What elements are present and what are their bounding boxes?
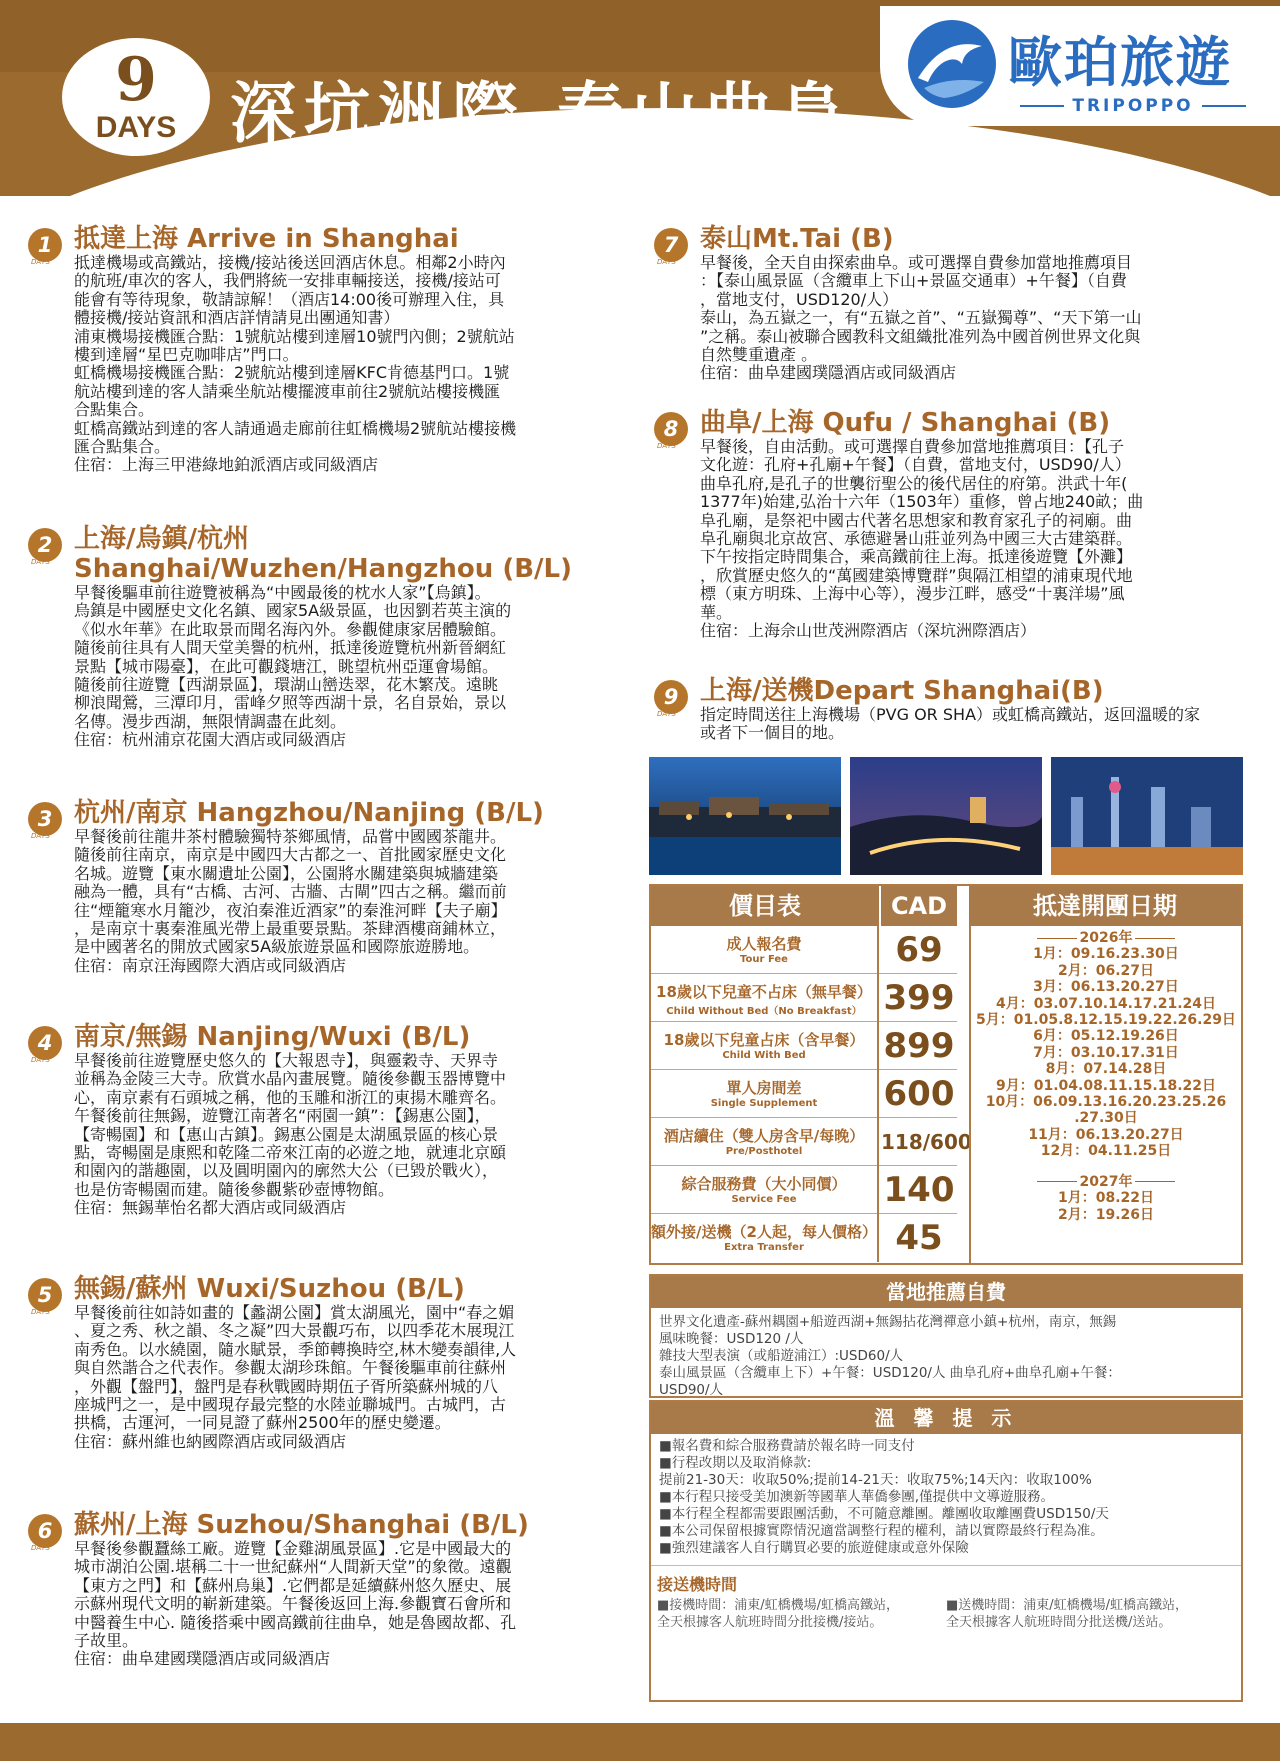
logo-en-text: TRIPOPPO [1008,96,1258,116]
currency-header: CAD [881,886,957,926]
date-line: 4月：03.07.10.14.17.21.24日 [995,995,1217,1012]
price-row [651,1022,957,1070]
day-8-icon: 8 DAYS [654,412,688,446]
day-1-body: 抵達機場或高鐵站，接機/接站後送回酒店休息。相鄰2小時內 的航班/車次的客人，我們將統一安排車輛接送，接機/接站可 能會有等待現象，敬請諒解！（酒店14:00後可辦理入住，具 體接機/接站資訊和酒店詳情請見出團通知書） 浦東機場接機匯合點：1號航站樓到達層10號門內側；2號航站 樓到達層“星巴克咖啡店”門口。 虹橋機場接機匯合點：2號航站樓到達層KFC肯德基門口。1號 航站樓到達的客人請乘坐航站樓擺渡車前往2號航站樓接機匯 合點集合。 虹橋高鐵站到達的客人請通過走廊前往虹橋機場2號航站樓接機 匯合點集合。 住宿：上海三甲港綠地鉑派酒店或同級酒店 [74,253,517,475]
day-7-body: 早餐後，全天自由探索曲阜。或可選擇自費參加當地推薦項目 ：【泰山風景區（含纜車上下山+景區交通車）+午餐】（自費 ，當地支付，USD120/人） 泰山，為五嶽之一，有“五嶽之首”、“五嶽獨尊”、“天下第一山 ”之稱。泰山被聯合國教科文組織批准列為中國首例世界文化與 自然雙重遺產 。 住宿：曲阜建國璞隱酒店或同級酒店 [700,253,1142,383]
price-label: 成人報名費 [726,935,802,953]
day-1-icon: 1 DAYS [28,228,62,262]
footer-bar [0,1723,1280,1761]
transfer-times [651,1595,1241,1637]
price-value: 140 [883,1170,955,1210]
day-6-icon: 6 DAYS [28,1514,62,1548]
day-8-title: 曲阜/上海 Qufu / Shanghai (B) [700,408,1111,438]
price-table-header: 價目表 [651,886,879,926]
day-3-icon: 3 DAYS [28,802,62,836]
price-label-en: Tour Fee [740,954,788,965]
day-6-body: 早餐後參觀蠶絲工廠。遊覽【金雞湖風景區】.它是中國最大的 城市湖泊公園.堪稱二十一世紀蘇州“人間新天堂”的象徵。遠觀 【東方之門】和【蘇州烏巢】.它們都是延續蘇州悠久歷史、展 示蘇州現代文明的嶄新建築。午餐後返回上海.參觀寶石會所和 中醫養生中心. 隨後搭乘中國高鐵前往曲阜，她是魯國故都、孔 子故里。 住宿：曲阜建國璞隱酒店或同級酒店 [74,1539,517,1669]
photo-strip [649,757,1243,875]
day-3-title: 杭州/南京 Hangzhou/Nanjing (B/L) [74,798,544,828]
date-line: 5月：01.05.8.12.15.19.22.26.29日 [976,1012,1236,1029]
notes-box [649,1400,1243,1702]
day-2-title-en: Shanghai/Wuzhen/Hangzhou (B/L) [74,554,572,584]
price-table [649,884,1243,1265]
page-title: 深坑洲際 泰山曲阜 [230,74,853,152]
date-line: 10月：06.09.13.16.20.23.25.26 [985,1094,1227,1111]
price-label: 單人房間差 [726,1079,802,1097]
day-4-title: 南京/無錫 Nanjing/Wuxi (B/L) [74,1022,471,1052]
date-line: 7月：03.10.17.31日 [1033,1044,1179,1061]
price-label: 額外接/送機（2人起，每人價格） [651,1223,877,1241]
date-line: .27.30日 [1074,1110,1138,1127]
pickup-times: ■接機時間：浦東/虹橋機場/虹橋高鐵站， 全天根據客人航班時間分批接機/接站。 [657,1598,900,1630]
price-value: 69 [895,930,943,970]
day-9-title: 上海/送機Depart Shanghai(B) [700,676,1104,706]
price-label-en: Service Fee [731,1194,797,1205]
day-4-icon: 4 DAYS [28,1026,62,1060]
day-9-body: 指定時間送往上海機場（PVG OR SHA）或虹橋高鐵站，返回溫暖的家 或者下一個目的地。 [700,705,1201,743]
day-2-icon: 2 DAYS [28,528,62,562]
photo-bund-skyline [1051,757,1243,875]
days-number: 9 [115,45,157,115]
day-5-body: 早餐後前往如詩如畫的【蠡湖公園】賞太湖風光，園中“春之媚 、夏之秀、秋之韻、冬之凝”四大景觀巧布，以四季花木展現江 南秀色。以水繞園，隨水賦景，季節轉換時空,林木變奏韻律,人 與自然諧合之代表作。參觀太湖珍珠館。午餐後驅車前往蘇州 ，外觀【盤門】，盤門是春秋戰國時期伍子胥所築蘇州城的八 座城門之一，是中國現存最完整的水陸並聯城門。古城門，古 拱橋，古運河，一同見證了蘇州2500年的歷史變遷。 住宿：蘇州維也納國際酒店或同級酒店 [74,1303,517,1451]
notes-body: ■報名費和綜合服務費請於報名時一同支付 ■行程改期以及取消條款: 提前21-30天：收取50%;提前14-21天：收取75%;14天內：收取100% ■本行程只接受美加澳新等國華人華僑參團,僅提供中文導遊服務。 ■本行程全程都需要跟團活動，不可隨意離團。離團收取離團費USD150/天 ■本公司保留根據實際情況適當調整行程的權利，請以實際最終行程為准。 ■強烈建議客人自行購買必要的旅遊健康或意外保險 [659,1438,1109,1556]
date-line: 2月：19.26日 [1057,1206,1155,1223]
optional-tours-title: 當地推薦自費 [651,1276,1241,1308]
notes-title: 溫 馨 提 示 [651,1402,1241,1434]
logo-cn-text: 歐珀旅遊 [1008,31,1232,94]
price-label-en: Single Supplement [710,1098,818,1109]
price-label: 酒店續住（雙人房含早/每晚） [663,1127,865,1145]
day-5-title: 無錫/蘇州 Wuxi/Suzhou (B/L) [74,1274,465,1304]
photo-west-lake [850,757,1042,875]
price-value: 899 [883,1026,955,1066]
brand-logo [880,6,1280,126]
day-9-icon: 9 DAYS [654,680,688,714]
price-value: 118/600 [881,1130,972,1154]
date-line: 2月：06.27日 [1057,962,1155,979]
dropoff-times: ■送機時間：浦東/虹橋機場/虹橋高鐵站， 全天根據客人航班時間分批送機/送站。 [946,1598,1189,1630]
departure-dates [969,926,1241,1263]
photo-water-town [649,757,841,875]
days-badge [62,38,210,156]
day-2-title: 上海/烏鎮/杭州 [74,524,249,554]
price-row [651,974,957,1022]
year-2026-label: 2026年 [971,930,1241,946]
price-label-en: Child With Bed [722,1050,806,1061]
price-value: 399 [883,978,955,1018]
days-label: DAYS [95,111,177,144]
price-value: 600 [883,1074,955,1114]
price-label-en: Child Without Bed（No Breakfast） [666,1006,862,1017]
date-line: 11月：06.13.20.27日 [1028,1126,1184,1143]
day-3-body: 早餐後前往龍井茶村體驗獨特茶鄉風情，品嘗中國國茶龍井。 隨後前往南京，南京是中國四大古都之一、首批國家歷史文化 名城。遊覽【東水關遺址公園】，公園將水關建築與城牆建築 融為一體，具有“古橋、古河、古牆、古閘”四古之稱。繼而前 往“煙籠寒水月籠沙，夜泊秦淮近酒家”的秦淮河畔【夫子廟】 ，是南京十裏秦淮風光帶上最重要景點。茶肆酒樓商鋪林立， 是中國著名的開放式國家5A級旅遊景區和國際旅遊勝地。 住宿：南京汪海國際大酒店或同級酒店 [74,827,507,975]
day-6-title: 蘇州/上海 Suzhou/Shanghai (B/L) [74,1510,529,1540]
year-2027-label: 2027年 [971,1174,1241,1190]
day-7-title: 泰山Mt.Tai (B) [700,224,894,254]
day-8-body: 早餐後，自由活動。或可選擇自費參加當地推薦項目：【孔子 文化遊：孔府+孔廟+午餐】（自費，當地支付，USD90/人） 曲阜孔府,是孔子的世襲衍聖公的後代居住的府第。洪武十年( 1377年)始建,弘治十六年（1503年）重修，曾占地240畝；曲 阜孔廟，是祭祀中國古代著名思想家和教育家孔子的祠廟。曲 阜孔廟與北京故宮、承德避暑山莊並列為中國三大古建築群。 下午按指定時間集合，乘高鐵前往上海。抵達後遊覽【外灘】 ，欣賞歷史悠久的“萬國建築博覽群”與隔江相望的浦東現代地 標（東方明珠、上海中心等），漫步江畔，感受“十裏洋場”風 華。 住宿：上海佘山世茂洲際酒店（深坑洲際酒店） [700,437,1144,641]
dolphin-logo-icon [904,16,1000,112]
dates-header: 抵達開團日期 [969,886,1241,926]
price-row [651,1166,957,1214]
price-row [651,1214,957,1262]
date-line: 12月：04.11.25日 [1040,1143,1172,1160]
day-5-icon: 5 DAYS [28,1278,62,1312]
price-row [651,1070,957,1118]
transfer-title: 接送機時間 [657,1575,738,1594]
day-4-body: 早餐後前往遊覽歷史悠久的【大報恩寺】，與靈穀寺、天界寺 並稱為金陵三大寺。欣賞水晶內畫展覽。隨後參觀玉器博覽中 心，南京素有石頭城之稱，他的玉雕和浙江的東揚木雕齊名。 午餐後前往無錫，遊覽江南著名“兩園一鎮”：【錫惠公園】， 【寄暢園】和【惠山古鎮】。錫惠公園是太湖風景區的核心景 點，寄暢園是康熙和乾隆二帝來江南的必遊之地，就連北京頤 和園內的諧趣園，以及圓明園內的廓然大公（已毀於戰火）， 也是仿寄暢園而建。隨後參觀紫砂壺博物館。 住宿：無錫華怡名都大酒店或同級酒店 [74,1051,507,1218]
day-7-icon: 7 DAYS [654,228,688,262]
day-1-title: 抵達上海 Arrive in Shanghai [74,224,459,254]
price-label: 18歲以下兒童不占床（無早餐） [656,983,872,1001]
date-line: 9月：01.04.08.11.15.18.22日 [995,1077,1217,1094]
date-line: 1月：09.16.23.30日 [1033,946,1179,963]
price-label: 18歲以下兒童占床（含早餐） [663,1031,865,1049]
date-line: 6月：05.12.19.26日 [1033,1028,1179,1045]
date-line: 1月：08.22日 [1057,1190,1155,1207]
optional-tours-body: 世界文化遺產-蘇州耦園+船遊西湖+無錫拈花灣禪意小鎮+杭州，南京，無錫 風味晚餐：USD120 /人 雜技大型表演（或船遊浦江）:USD60/人 泰山風景區（含纜車上下）+午餐：USD120/人 曲阜孔府+曲阜孔廟+午餐： USD90/人 [659,1314,1121,1398]
price-label: 綜合服務費（大小同價） [681,1175,847,1193]
day-2-body: 早餐後驅車前往遊覽被稱為“中國最後的枕水人家”【烏鎮】。 烏鎮是中國歷史文化名鎮、國家5A級景區，也因劉若英主演的 《似水年華》在此取景而聞名海內外。參觀健康家居體驗館。 隨後前往具有人間天堂美譽的杭州，抵達後遊覽杭州新晉網紅 景點【城市陽臺】，在此可觀錢塘江，眺望杭州亞運會場館。 隨後前往遊覽【西湖景區】，環湖山巒迭翠，花木繁茂。遠眺 柳浪聞鶯，三潭印月，雷峰夕照等西湖十景，名自景始，景以 名傳。漫步西湖，無限情調盡在此刻。 住宿：杭州浦京花園大酒店或同級酒店 [74,583,512,750]
price-label-en: Pre/Posthotel [725,1146,803,1157]
price-label-en: Extra Transfer [724,1242,804,1253]
date-line: 3月：06.13.20.27日 [1033,979,1179,996]
date-line: 8月：07.14.28日 [1045,1061,1167,1078]
price-row [651,926,957,974]
price-value: 45 [895,1218,943,1258]
price-row [651,1118,972,1166]
optional-tours-box [649,1274,1243,1398]
